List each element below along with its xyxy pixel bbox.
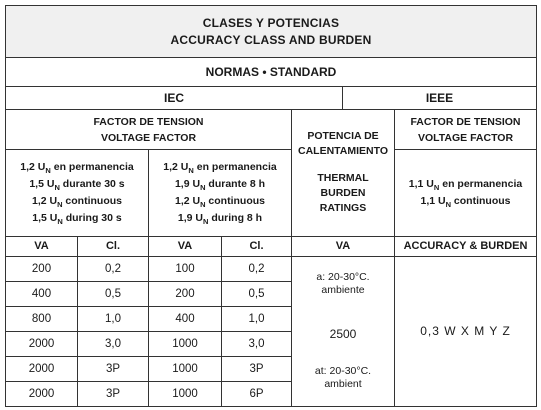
col-header-accuracy-burden: ACCURACY & BURDEN [395, 236, 537, 256]
cl1-cell: 1,0 [78, 306, 149, 331]
thermal-line-1: POTENCIA DE [307, 130, 379, 143]
accuracy-class-table [5, 5, 537, 407]
thermal-line-5: RATINGS [319, 202, 367, 215]
cl2-cell: 3P [222, 356, 292, 381]
iec-voltage-group-1 [6, 150, 149, 236]
va1-cell: 2000 [6, 381, 78, 406]
vf-line: 1,2 $U_N$ en permanencia [20, 160, 134, 175]
va1-cell: 200 [6, 256, 78, 281]
col-header-va-1: VA [6, 236, 78, 256]
va1-cell: 2000 [6, 356, 78, 381]
iec-voltage-factor-title [6, 110, 292, 150]
va2-cell: 100 [149, 256, 222, 281]
vf-line: 1,5 $U_N$ during 30 s [32, 211, 122, 226]
ieee-vf-title-en: VOLTAGE FACTOR [417, 131, 514, 144]
title-english: ACCURACY CLASS AND BURDEN [170, 32, 372, 47]
ieee-header: IEEE [343, 87, 537, 110]
cl1-cell: 3P [78, 381, 149, 406]
vf-line: 1,9 $U_N$ durante 8 h [174, 177, 266, 192]
vf-line: 1,1 $U_N$ continuous [420, 194, 511, 209]
ieee-vf-title-es: FACTOR DE TENSION [410, 115, 521, 128]
thermal-line-3: THERMAL [317, 172, 369, 185]
va2-cell: 1000 [149, 381, 222, 406]
cl1-cell: 3P [78, 356, 149, 381]
standard-label: NORMAS • STANDARD [6, 58, 537, 87]
thermal-rating-cell [292, 256, 395, 406]
cl1-cell: 3,0 [78, 331, 149, 356]
vf-line: 1,2 $U_N$ continuous [174, 194, 266, 209]
iec-vf-title-en: VOLTAGE FACTOR [100, 131, 197, 144]
va2-cell: 400 [149, 306, 222, 331]
va2-cell: 1000 [149, 331, 222, 356]
table-title [6, 6, 537, 58]
thermal-spacer [292, 159, 394, 171]
cl2-cell: 6P [222, 381, 292, 406]
thermal-rating-value: 2500 [329, 327, 357, 342]
vf-line: 1,2 $U_N$ en permanencia [163, 160, 277, 175]
col-header-va-2: VA [149, 236, 222, 256]
cl1-cell: 0,2 [78, 256, 149, 281]
thermal-line-4: BURDEN [320, 187, 366, 200]
va1-cell: 400 [6, 281, 78, 306]
accuracy-burden-value: 0,3 W X M Y Z [395, 256, 537, 406]
thermal-line-2: CALENTAMIENTO [297, 145, 389, 158]
thermal-burden-header [292, 110, 395, 236]
iec-header: IEC [6, 87, 343, 110]
title-spanish: CLASES Y POTENCIAS [202, 15, 340, 30]
vf-line: 1,9 $U_N$ during 8 h [177, 211, 263, 226]
cl2-cell: 3,0 [222, 331, 292, 356]
vf-line: 1,2 $U_N$ continuous [31, 194, 123, 209]
col-header-thermal-va: VA [292, 236, 395, 256]
va1-cell: 2000 [6, 331, 78, 356]
cl2-cell: 1,0 [222, 306, 292, 331]
note-line: a: 20-30°C. [316, 271, 370, 284]
table-row [6, 256, 537, 281]
iec-vf-title-es: FACTOR DE TENSION [93, 115, 204, 128]
note-line: at: 20-30°C. [314, 365, 372, 378]
col-header-cl-1: Cl. [78, 236, 149, 256]
cl2-cell: 0,5 [222, 281, 292, 306]
va1-cell: 800 [6, 306, 78, 331]
note-line: ambient [324, 378, 362, 391]
note-line: ambiente [321, 284, 365, 297]
vf-line: 1,5 $U_N$ durante 30 s [29, 177, 125, 192]
thermal-note-en [292, 365, 394, 391]
ieee-voltage-factor-title [395, 110, 537, 150]
col-header-cl-2: Cl. [222, 236, 292, 256]
va2-cell: 1000 [149, 356, 222, 381]
vf-line: 1,1 $U_N$ en permanencia [408, 177, 523, 192]
cl1-cell: 0,5 [78, 281, 149, 306]
ieee-voltage-group [395, 150, 537, 236]
cl2-cell: 0,2 [222, 256, 292, 281]
va2-cell: 200 [149, 281, 222, 306]
thermal-note-es [292, 271, 394, 297]
iec-voltage-group-2 [149, 150, 292, 236]
